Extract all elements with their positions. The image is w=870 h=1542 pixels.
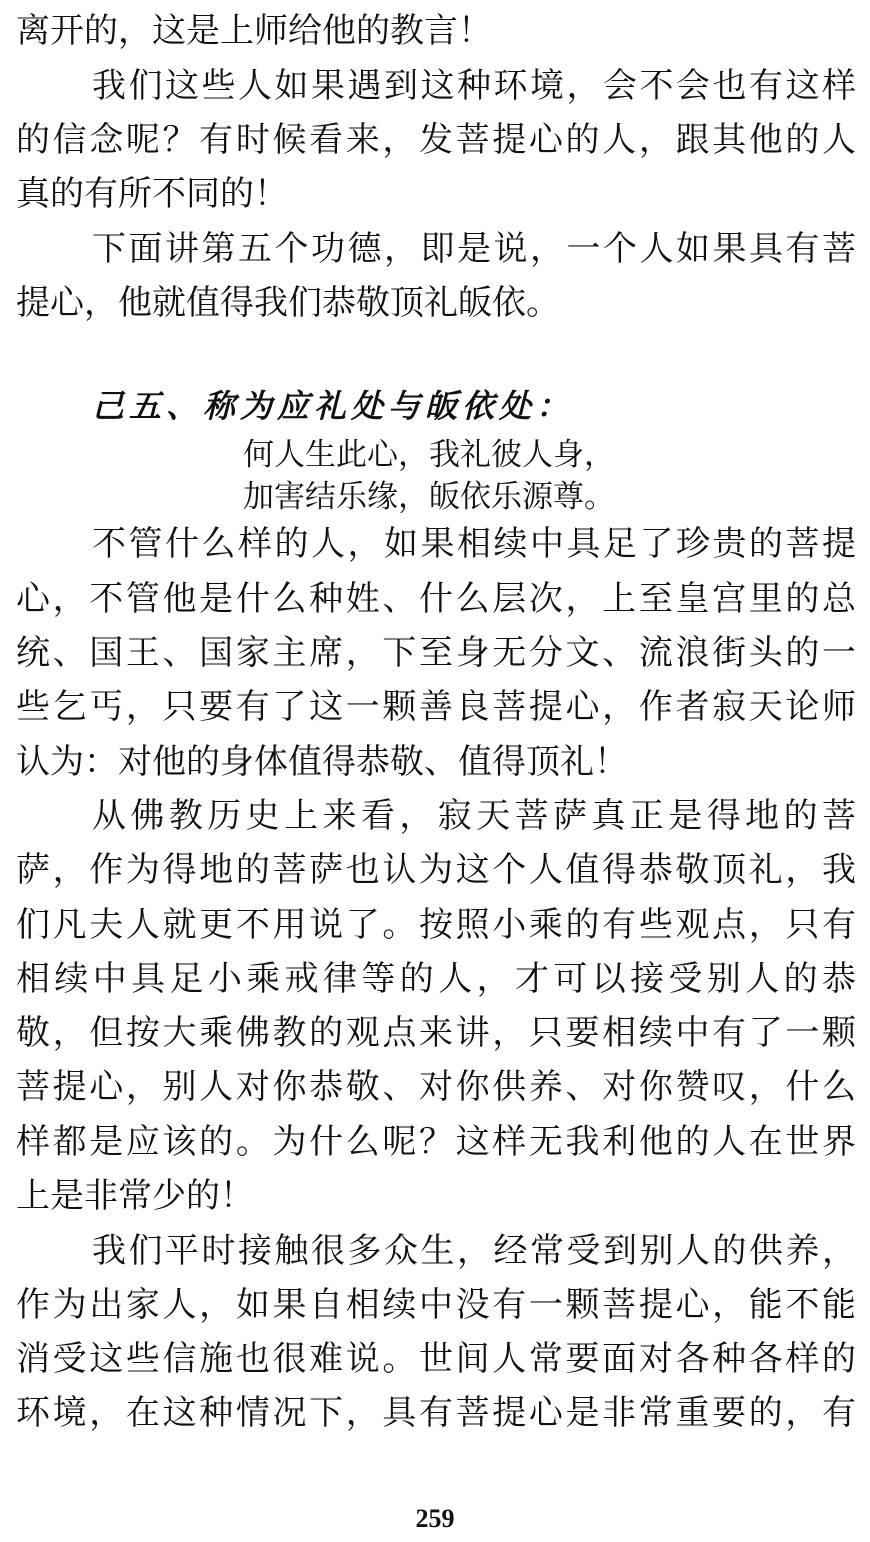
text-line: 萨，作为得地的菩萨也认为这个人值得恭敬顶礼，我 [16, 850, 856, 890]
text-line: 们凡夫人就更不用说了。按照小乘的有些观点，只有 [16, 905, 856, 945]
text-line: 心，不管他是什么种姓、什么层次，上至皇宫里的总 [16, 579, 856, 619]
text-line: 的信念呢？有时候看来，发菩提心的人，跟其他的人 [16, 120, 856, 160]
text-line: 上是非常少的！ [16, 1176, 254, 1216]
text-line: 菩提心，别人对你恭敬、对你供养、对你赞叹，什么 [16, 1067, 856, 1107]
text-line: 真的有所不同的！ [16, 174, 288, 214]
text-line: 环境，在这种情况下，具有菩提心是非常重要的，有 [16, 1393, 856, 1433]
text-line: 消受这些信施也很难说。世间人常要面对各种各样的 [16, 1339, 856, 1379]
text-line: 下面讲第五个功德，即是说，一个人如果具有菩 [92, 229, 856, 269]
page-number: 259 [415, 1504, 455, 1533]
verse-line: 何人生此心，我礼彼人身， [243, 437, 615, 473]
verse-line: 加害结乐缘，皈依乐源尊。 [243, 479, 615, 515]
text-line: 不管什么样的人，如果相续中具足了珍贵的菩提 [92, 524, 856, 564]
text-line: 统、国王、国家主席，下至身无分文、流浪街头的一 [16, 633, 856, 673]
text-line: 作为出家人，如果自相续中没有一颗菩提心，能不能 [16, 1285, 856, 1325]
text-line: 敬，但按大乘佛教的观点来讲，只要相续中有了一颗 [16, 1013, 856, 1053]
text-line: 认为：对他的身体值得恭敬、值得顶礼！ [16, 742, 628, 782]
text-line: 提心，他就值得我们恭敬顶礼皈依。 [16, 283, 560, 323]
text-line: 相续中具足小乘戒律等的人，才可以接受别人的恭 [16, 959, 856, 999]
text-line: 我们平时接触很多众生，经常受到别人的供养， [92, 1231, 856, 1271]
section-heading: 己五、称为应礼处与皈依处： [92, 387, 574, 425]
text-line: 我们这些人如果遇到这种环境，会不会也有这样 [92, 66, 856, 106]
text-line: 离开的，这是上师给他的教言！ [16, 11, 492, 51]
text-line: 从佛教历史上来看，寂天菩萨真正是得地的菩 [92, 796, 856, 836]
text-line: 些乞丐，只要有了这一颗善良菩提心，作者寂天论师 [16, 687, 856, 727]
text-line: 样都是应该的。为什么呢？这样无我利他的人在世界 [16, 1122, 856, 1162]
